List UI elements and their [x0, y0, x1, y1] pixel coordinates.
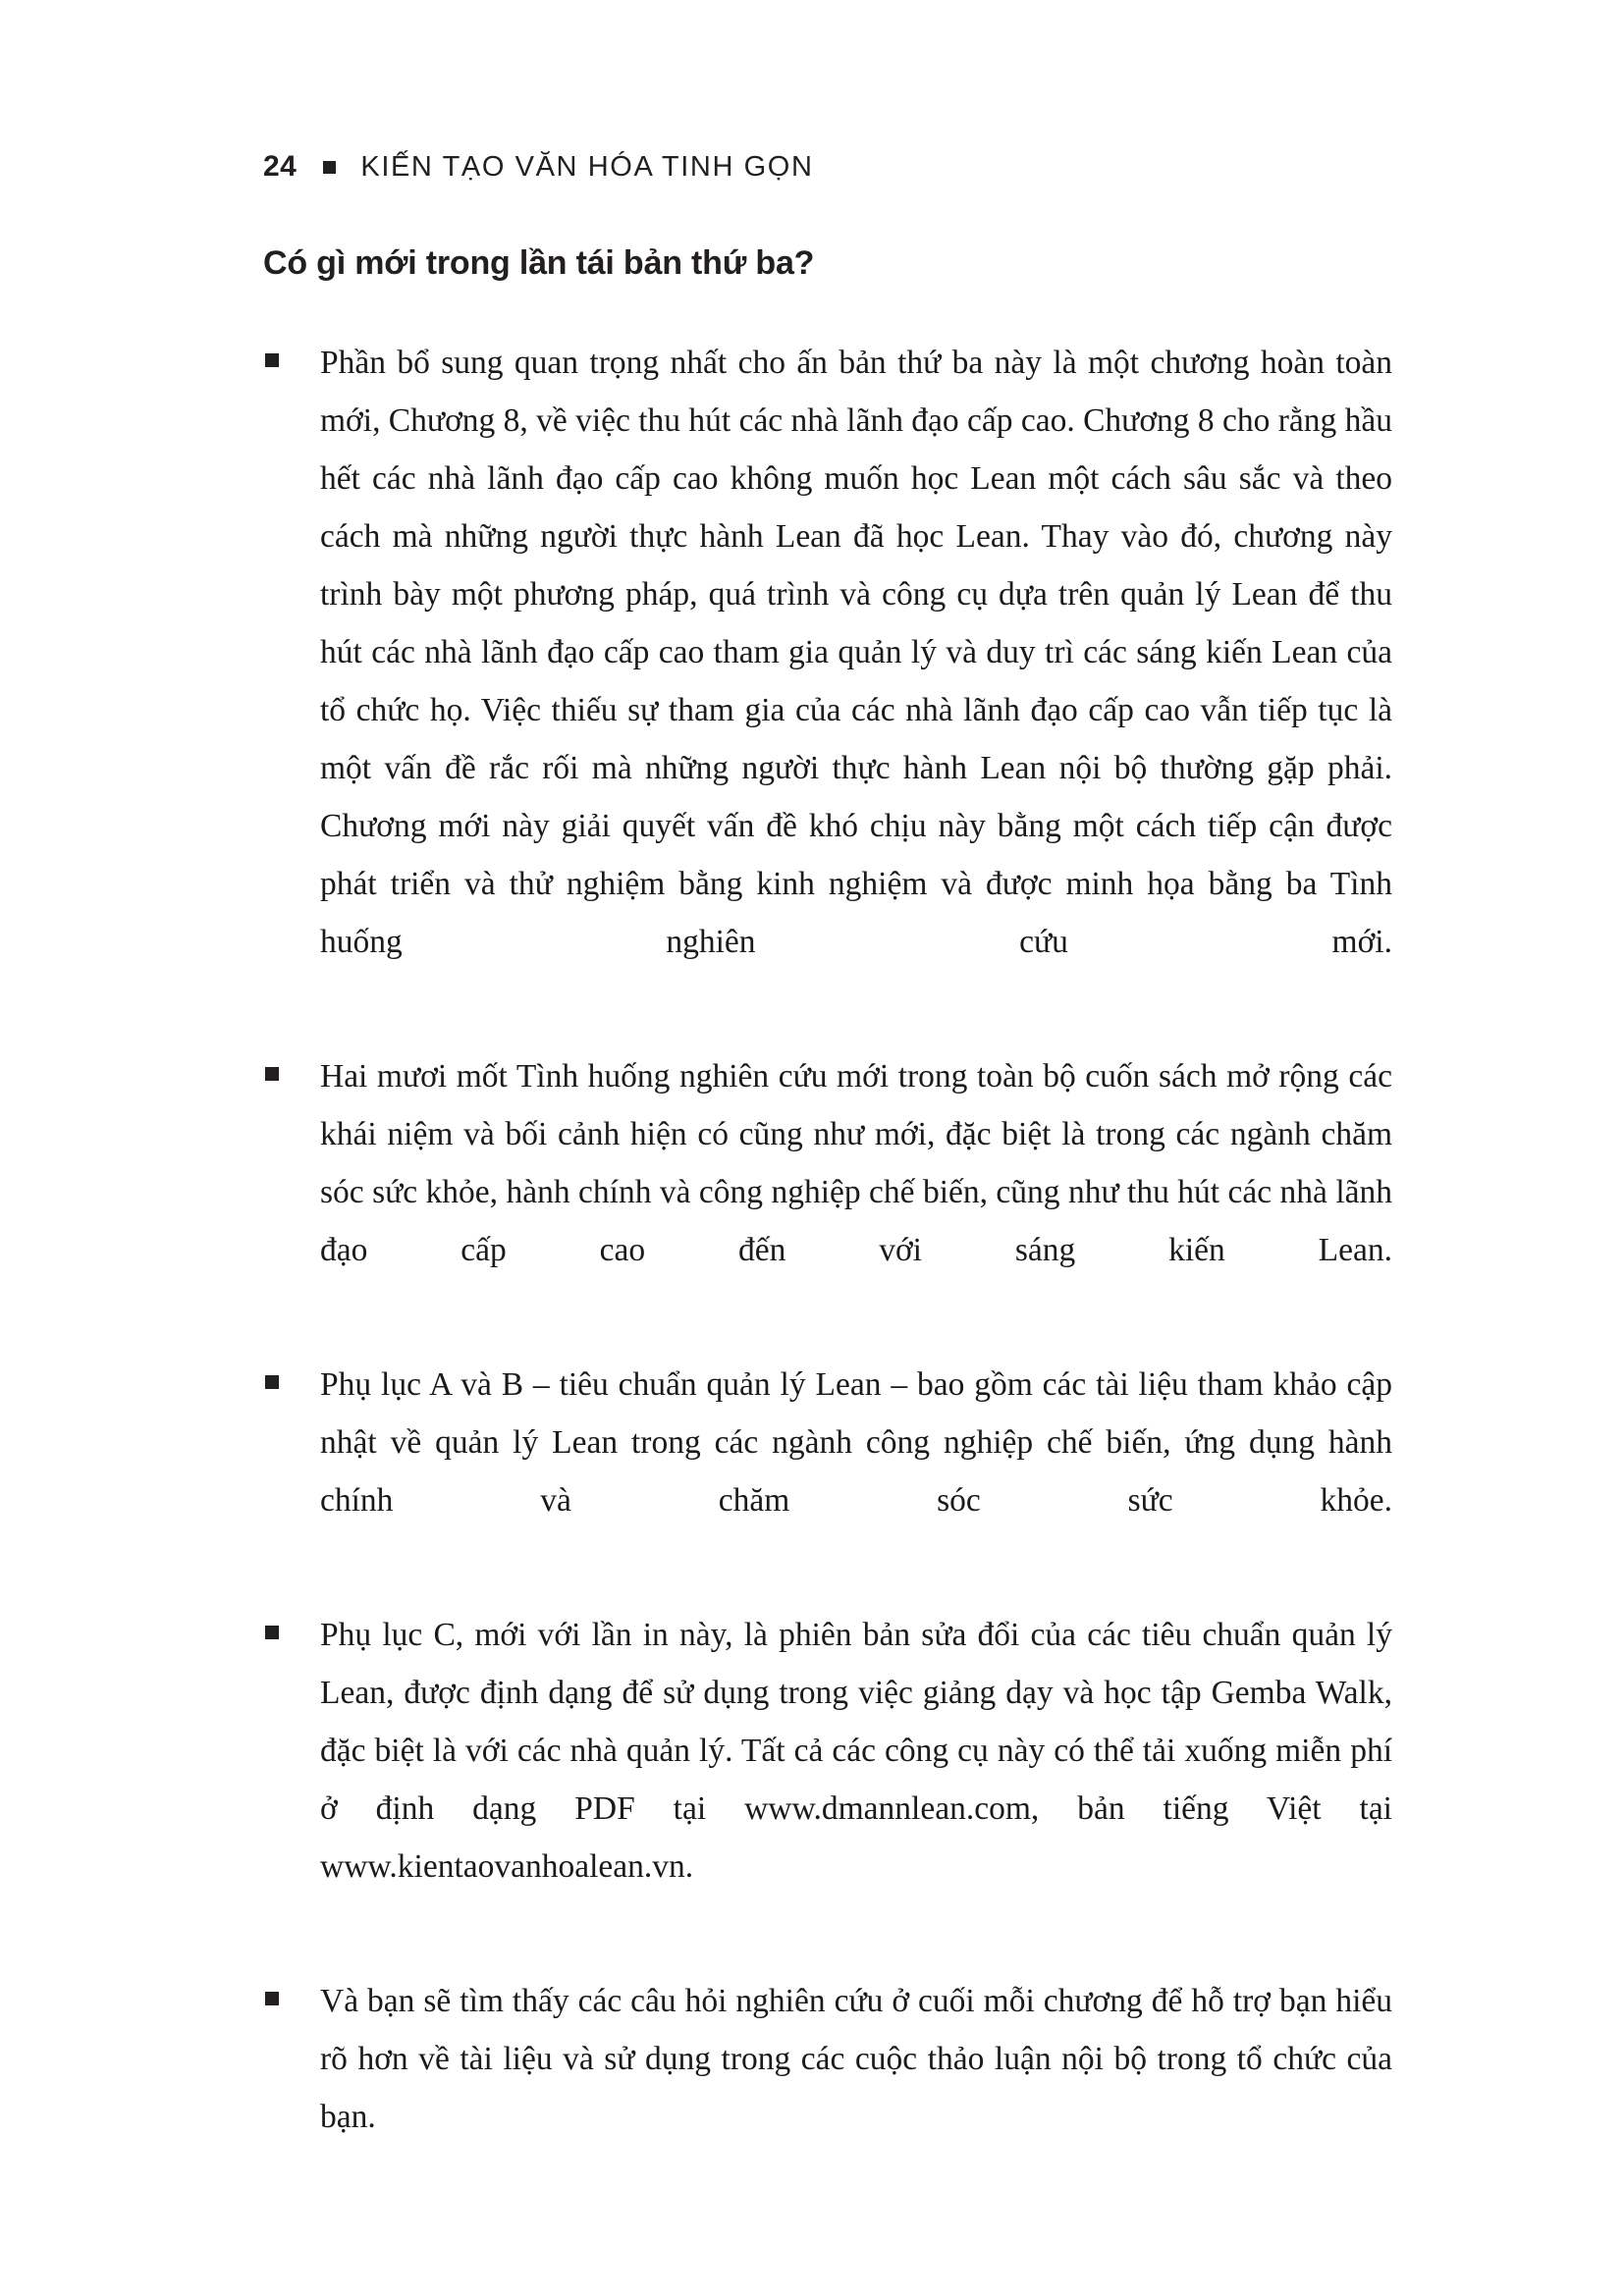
list-item — [263, 1972, 1392, 2204]
square-bullet-icon — [265, 1375, 279, 1389]
page-number: 24 — [263, 150, 298, 183]
square-bullet-icon — [265, 1992, 279, 2005]
list-item — [263, 1606, 1392, 1953]
running-header — [263, 152, 814, 182]
list-item-text: Phụ lục C, mới với lần in này, là phiên bản sửa đổi của các tiêu chuẩn quản lý Lean, được định dạng để sử dụng trong việc giảng dạy và học tập Gemba Walk, đặc biệt là với các nhà quản lý. Tất cả các công cụ này có thể tải xuống miễn phí ở định dạng PDF tại www.dmannlean.com, bản tiếng Việt tại www.kientaovanhoalean.vn. — [320, 1617, 1392, 1885]
list-item-text: Phần bổ sung quan trọng nhất cho ấn bản thứ ba này là một chương hoàn toàn mới, Chương 8, về việc thu hút các nhà lãnh đạo cấp cao. Chương 8 cho rằng hầu hết các nhà lãnh đạo cấp cao không muốn học Lean một cách sâu sắc và theo cách mà những người thực hành Lean đã học Lean. Thay vào đó, chương này trình bày một phương pháp, quá trình và công cụ dựa trên quản lý Lean để thu hút các nhà lãnh đạo cấp cao tham gia quản lý và duy trì các sáng kiến Lean của tổ chức họ. Việc thiếu sự tham gia của các nhà lãnh đạo cấp cao vẫn tiếp tục là một vấn đề rắc rối mà những người thực hành Lean nội bộ thường gặp phải. Chương mới này giải quyết vấn đề khó chịu này bằng một cách tiếp cận được phát triển và thử nghiệm bằng kinh nghiệm và được minh họa bằng ba Tình huống nghiên cứu mới. — [320, 345, 1392, 960]
list-item — [263, 1356, 1392, 1587]
list-item — [263, 1047, 1392, 1337]
book-title: KIẾN TẠO VĂN HÓA TINH GỌN — [360, 150, 814, 183]
list-item — [263, 334, 1392, 1029]
bullet-list — [263, 334, 1392, 2204]
square-bullet-icon — [265, 1626, 279, 1639]
list-item-text: Phụ lục A và B – tiêu chuẩn quản lý Lean – bao gồm các tài liệu tham khảo cập nhật về quản lý Lean trong các ngành công nghiệp chế biến, ứng dụng hành chính và chăm sóc sức khỏe. — [320, 1366, 1392, 1519]
section-heading: Có gì mới trong lần tái bản thứ ba? — [263, 244, 815, 282]
square-bullet-icon — [265, 353, 279, 367]
square-bullet-icon — [323, 161, 336, 174]
square-bullet-icon — [265, 1067, 279, 1081]
list-item-text: Và bạn sẽ tìm thấy các câu hỏi nghiên cứu ở cuối mỗi chương để hỗ trợ bạn hiểu rõ hơn về tài liệu và sử dụng trong các cuộc thảo luận nội bộ trong tổ chức của bạn. — [320, 1983, 1392, 2135]
list-item-text: Hai mươi mốt Tình huống nghiên cứu mới trong toàn bộ cuốn sách mở rộng các khái niệm và bối cảnh hiện có cũng như mới, đặc biệt là trong các ngành chăm sóc sức khỏe, hành chính và công nghiệp chế biến, cũng như thu hút các nhà lãnh đạo cấp cao đến với sáng kiến Lean. — [320, 1058, 1392, 1268]
